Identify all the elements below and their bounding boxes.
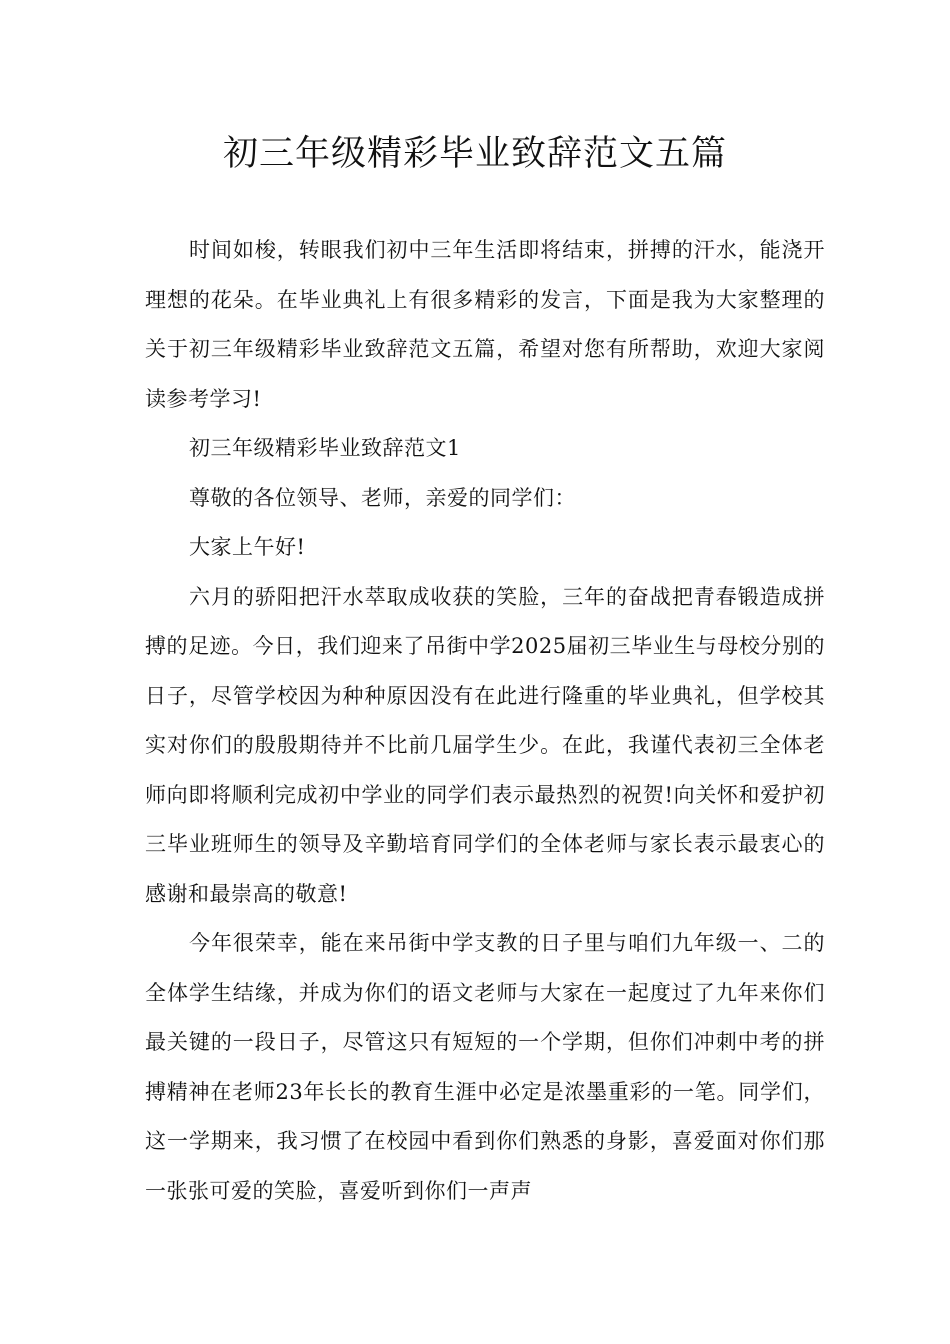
body-paragraph: 今年很荣幸，能在来吊街中学支教的日子里与咱们九年级一、二的全体学生结缘，并成为你们的语文老师与大家在一起度过了九年来你们最关键的一段日子，尽管这只有短短的一个学期，但你们冲刺中考的拼搏精神在老师23年长长的教育生涯中必定是浓墨重彩的一笔。同学们，这一学期来，我习惯了在校园中看到你们熟悉的身影，喜爱面对你们那一张张可爱的笑脸，喜爱听到你们一声声 — [145, 931, 825, 1203]
document-body — [145, 226, 825, 1216]
greeting-paragraph: 大家上午好! — [189, 535, 306, 559]
intro-paragraph: 时间如梭，转眼我们初中三年生活即将结束，拼搏的汗水，能浇开理想的花朵。在毕业典礼上有很多精彩的发言，下面是我为大家整理的关于初三年级精彩毕业致辞范文五篇，希望对您有所帮助，欢迎大家阅读参考学习! — [145, 238, 825, 411]
section-heading: 初三年级精彩毕业致辞范文1 — [189, 436, 461, 460]
body-paragraph: 六月的骄阳把汗水萃取成收获的笑脸，三年的奋战把青春锻造成拼搏的足迹。今日，我们迎来了吊街中学2025届初三毕业生与母校分别的日子，尽管学校因为种种原因没有在此进行隆重的毕业典礼，但学校其实对你们的殷殷期待并不比前几届学生少。在此，我谨代表初三全体老师向即将顺利完成初中学业的同学们表示最热烈的祝贺!向关怀和爱护初三毕业班师生的领导及辛勤培育同学们的全体老师与家长表示最衷心的感谢和最崇高的敬意! — [145, 584, 825, 906]
salutation-paragraph: 尊敬的各位领导、老师，亲爱的同学们： — [189, 485, 576, 510]
document-title: 初三年级精彩毕业致辞范文五篇 — [222, 134, 727, 174]
